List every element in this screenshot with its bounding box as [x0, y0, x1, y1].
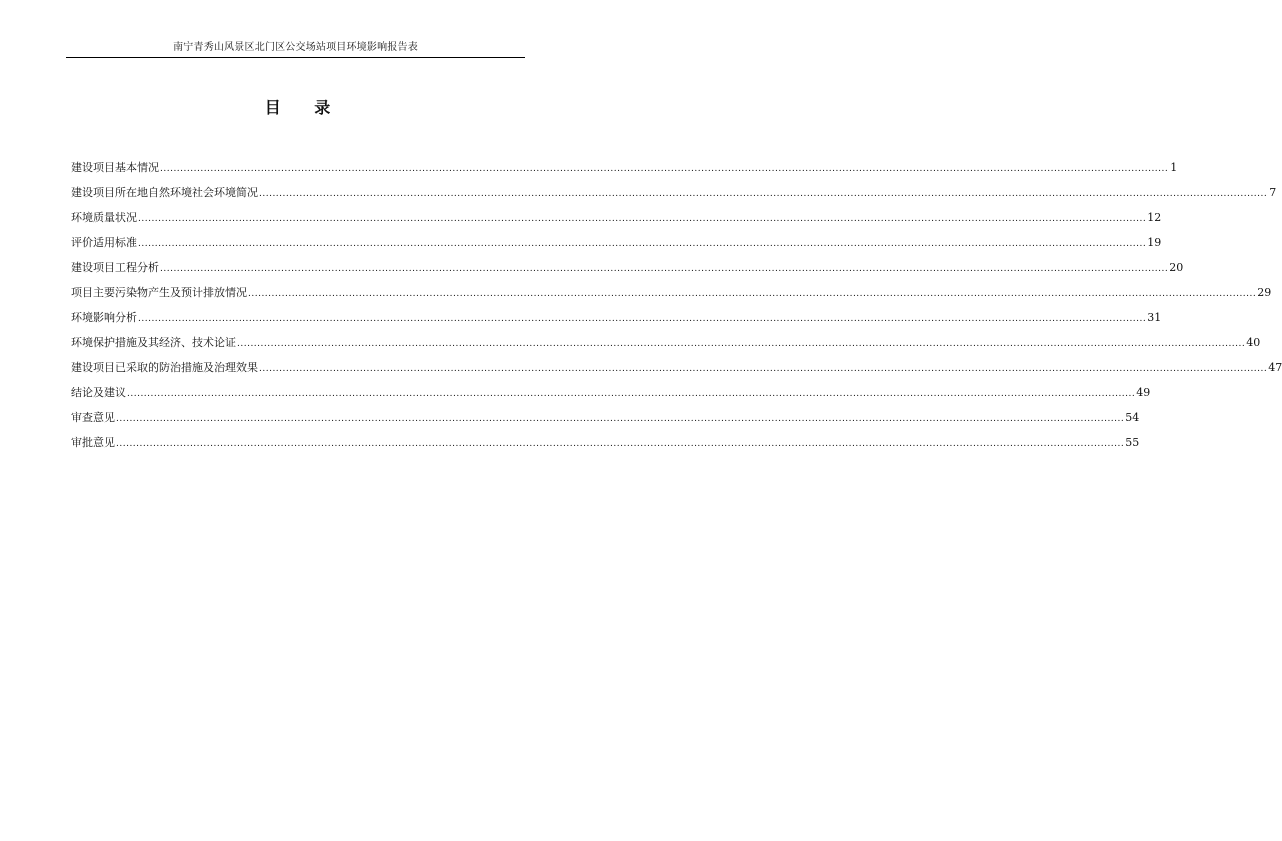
running-header: 南宁青秀山风景区北门区公交场站项目环境影响报告表: [173, 42, 418, 53]
toc-entry-label: 建设项目已采取的防治措施及治理效果: [71, 361, 258, 374]
toc-entry[interactable]: [71, 260, 1184, 285]
dot-leader: ............................................................................................................................................................................................................................................................................................................: [237, 339, 1246, 349]
toc-entry-label: 环境保护措施及其经济、技术论证: [71, 336, 236, 349]
dot-leader: ............................................................................................................................................................................................................................................................................................................: [116, 439, 1125, 449]
dot-leader: ............................................................................................................................................................................................................................................................................................................: [138, 214, 1147, 224]
toc-entry[interactable]: [71, 335, 1261, 360]
toc-entry-label: 审批意见: [71, 436, 115, 449]
toc-entry-page: 47: [1268, 361, 1282, 374]
toc-entry-page: 12: [1147, 211, 1162, 224]
toc-entry-page: 20: [1169, 261, 1184, 274]
toc-entry[interactable]: [71, 285, 1272, 310]
toc-entry-label: 结论及建议: [71, 386, 126, 399]
toc-entry[interactable]: [71, 160, 1178, 185]
toc-entry-page: 7: [1269, 186, 1277, 199]
table-of-contents: [71, 160, 1282, 460]
toc-entry[interactable]: [71, 385, 1151, 410]
toc-entry-label: 项目主要污染物产生及预计排放情况: [71, 286, 247, 299]
dot-leader: ............................................................................................................................................................................................................................................................................................................: [160, 264, 1169, 274]
toc-entry-label: 环境影响分析: [71, 311, 137, 324]
toc-entry-page: 19: [1147, 236, 1162, 249]
toc-entry-label: 评价适用标准: [71, 236, 137, 249]
toc-entry-page: 54: [1125, 411, 1140, 424]
toc-entry-label: 建设项目基本情况: [71, 161, 159, 174]
toc-entry-page: 31: [1147, 311, 1162, 324]
toc-entry[interactable]: [71, 235, 1162, 260]
toc-entry-label: 建设项目工程分析: [71, 261, 159, 274]
toc-entry-label: 建设项目所在地自然环境社会环境简况: [71, 186, 258, 199]
header-rule: [66, 57, 525, 58]
dot-leader: ............................................................................................................................................................................................................................................................................................................: [160, 164, 1169, 174]
toc-entry[interactable]: [71, 410, 1140, 435]
toc-entry-label: 审查意见: [71, 411, 115, 424]
dot-leader: ............................................................................................................................................................................................................................................................................................................: [259, 364, 1268, 374]
toc-entry[interactable]: [71, 185, 1277, 210]
dot-leader: ............................................................................................................................................................................................................................................................................................................: [248, 289, 1257, 299]
toc-entry-page: 49: [1136, 386, 1151, 399]
dot-leader: ............................................................................................................................................................................................................................................................................................................: [116, 414, 1125, 424]
toc-entry[interactable]: [71, 360, 1282, 385]
dot-leader: ............................................................................................................................................................................................................................................................................................................: [127, 389, 1136, 399]
dot-leader: ............................................................................................................................................................................................................................................................................................................: [138, 314, 1147, 324]
toc-entry-page: 40: [1246, 336, 1261, 349]
toc-entry-label: 环境质量状况: [71, 211, 137, 224]
toc-entry-page: 29: [1257, 286, 1272, 299]
toc-entry[interactable]: [71, 210, 1162, 235]
dot-leader: ............................................................................................................................................................................................................................................................................................................: [138, 239, 1147, 249]
toc-title: 目 录: [264, 98, 345, 117]
toc-entry[interactable]: [71, 310, 1162, 335]
toc-entry-page: 1: [1170, 161, 1178, 174]
dot-leader: ............................................................................................................................................................................................................................................................................................................: [259, 189, 1268, 199]
toc-entry[interactable]: [71, 435, 1140, 460]
toc-entry-page: 55: [1125, 436, 1140, 449]
